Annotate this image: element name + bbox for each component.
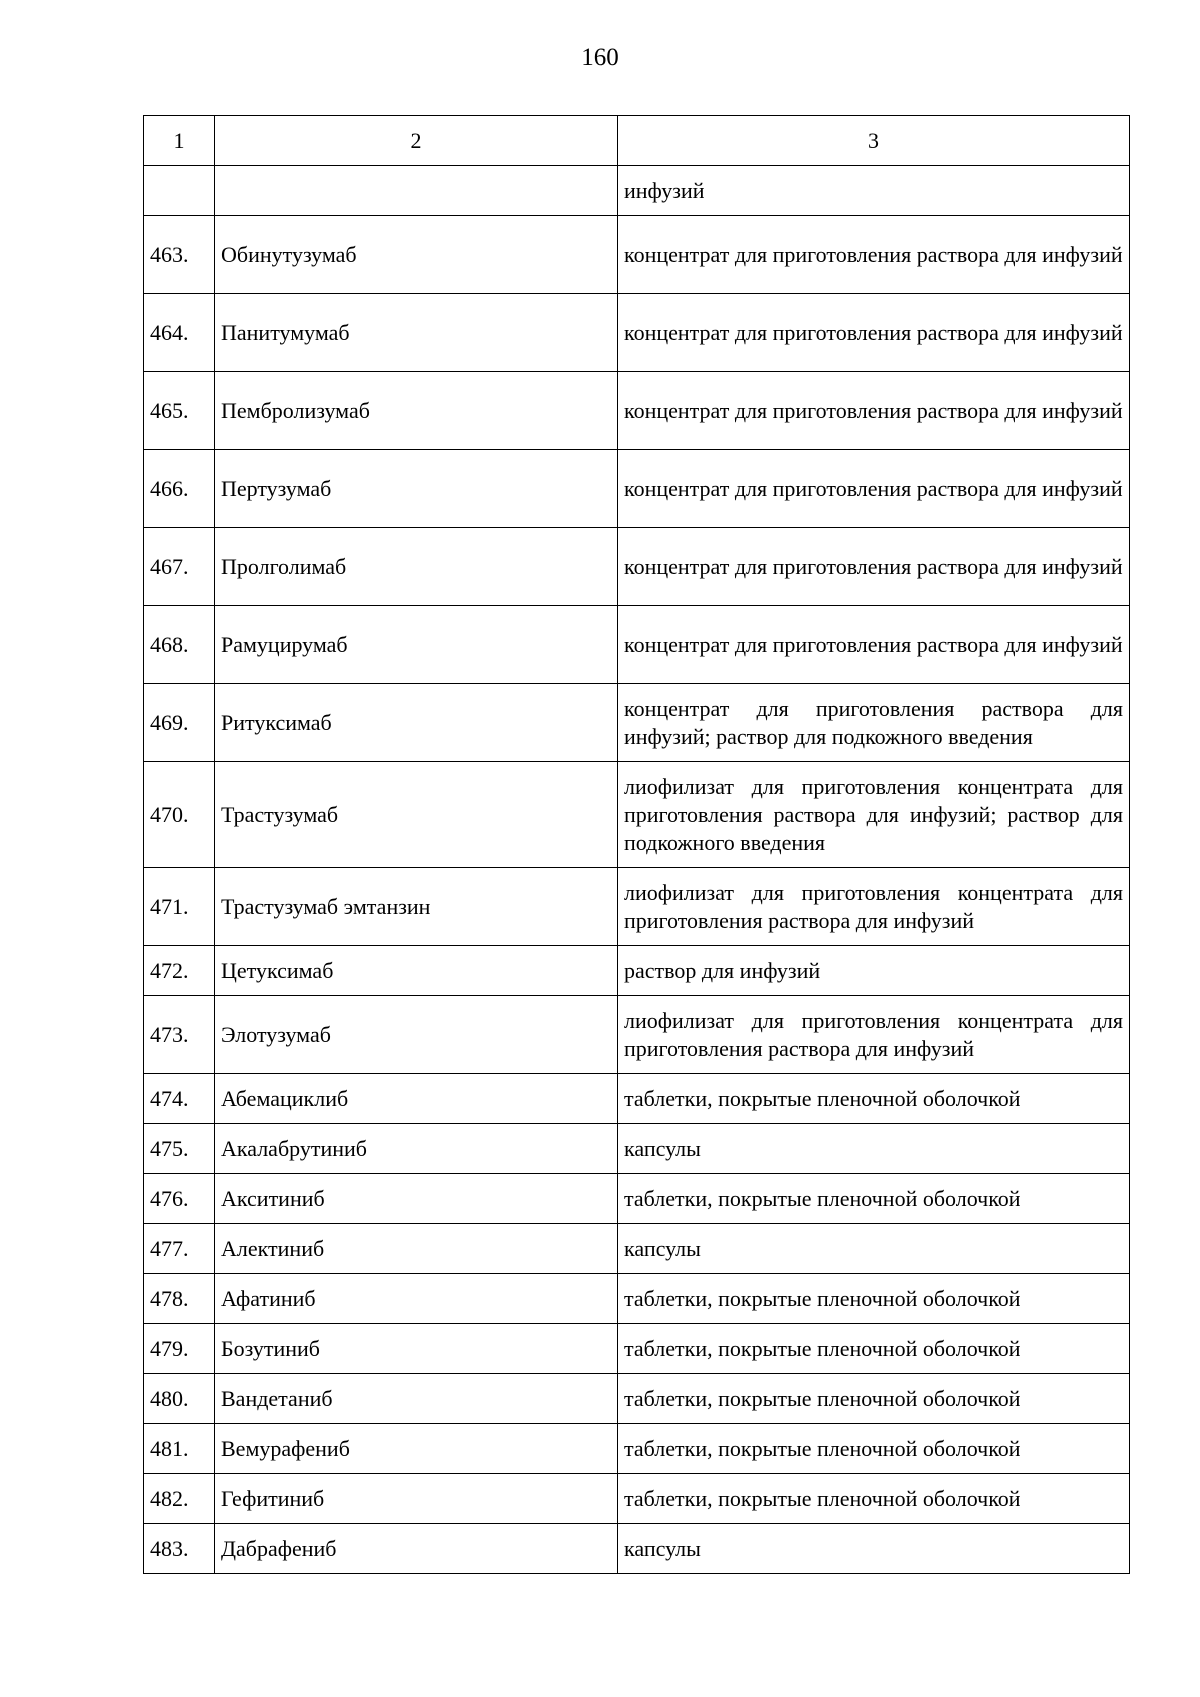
row-number: 482. [144,1474,215,1524]
dosage-form: таблетки, покрытые пленочной оболочкой [618,1374,1130,1424]
drug-table [143,115,1130,1574]
table-header-row [144,116,1130,166]
table-row [144,1374,1130,1424]
drug-name: Бозутиниб [215,1324,618,1374]
drug-name: Вандетаниб [215,1374,618,1424]
table-row [144,1174,1130,1224]
drug-name: Абемациклиб [215,1074,618,1124]
drug-name: Акалабрутиниб [215,1124,618,1174]
row-number: 476. [144,1174,215,1224]
row-number: 470. [144,762,215,868]
row-number: 469. [144,684,215,762]
header-col-3: 3 [618,116,1130,166]
dosage-form: капсулы [618,1124,1130,1174]
drug-name: Гефитиниб [215,1474,618,1524]
row-number: 479. [144,1324,215,1374]
dosage-form: инфузий [618,166,1130,216]
dosage-form: таблетки, покрытые пленочной оболочкой [618,1274,1130,1324]
drug-name: Элотузумаб [215,996,618,1074]
dosage-form: таблетки, покрытые пленочной оболочкой [618,1474,1130,1524]
table-row [144,1474,1130,1524]
drug-name: Пертузумаб [215,450,618,528]
table-row [144,868,1130,946]
drug-name: Дабрафениб [215,1524,618,1574]
drug-name [215,166,618,216]
dosage-form: концентрат для приготовления раствора для инфузий [618,528,1130,606]
row-number: 483. [144,1524,215,1574]
header-col-1: 1 [144,116,215,166]
drug-name: Цетуксимаб [215,946,618,996]
drug-name: Пролголимаб [215,528,618,606]
table-row [144,946,1130,996]
table-row [144,372,1130,450]
dosage-form: лиофилизат для приготовления концентрата для приготовления раствора для инфузий [618,996,1130,1074]
row-number: 481. [144,1424,215,1474]
row-number: 471. [144,868,215,946]
row-number: 478. [144,1274,215,1324]
dosage-form: таблетки, покрытые пленочной оболочкой [618,1324,1130,1374]
row-number: 463. [144,216,215,294]
row-number: 467. [144,528,215,606]
dosage-form: концентрат для приготовления раствора для инфузий; раствор для подкожного введения [618,684,1130,762]
row-number: 465. [144,372,215,450]
drug-name: Трастузумаб эмтанзин [215,868,618,946]
row-number [144,166,215,216]
header-col-2: 2 [215,116,618,166]
table-row [144,1524,1130,1574]
drug-name: Вемурафениб [215,1424,618,1474]
dosage-form: капсулы [618,1224,1130,1274]
row-number: 466. [144,450,215,528]
dosage-form: капсулы [618,1524,1130,1574]
row-number: 475. [144,1124,215,1174]
table-row [144,1424,1130,1474]
table-row [144,528,1130,606]
table-row [144,1274,1130,1324]
dosage-form: таблетки, покрытые пленочной оболочкой [618,1074,1130,1124]
dosage-form: концентрат для приготовления раствора для инфузий [618,450,1130,528]
row-number: 477. [144,1224,215,1274]
drug-name: Алектиниб [215,1224,618,1274]
drug-name: Афатиниб [215,1274,618,1324]
table-row [144,1324,1130,1374]
dosage-form: таблетки, покрытые пленочной оболочкой [618,1424,1130,1474]
row-number: 473. [144,996,215,1074]
table-row [144,216,1130,294]
dosage-form: концентрат для приготовления раствора для инфузий [618,216,1130,294]
continuation-row [144,166,1130,216]
table-row [144,1074,1130,1124]
row-number: 464. [144,294,215,372]
dosage-form: концентрат для приготовления раствора для инфузий [618,372,1130,450]
row-number: 472. [144,946,215,996]
table-row [144,996,1130,1074]
table-row [144,294,1130,372]
drug-name: Рамуцирумаб [215,606,618,684]
page-number: 160 [581,44,619,71]
dosage-form: лиофилизат для приготовления концентрата для приготовления раствора для инфузий [618,868,1130,946]
table-row [144,450,1130,528]
row-number: 474. [144,1074,215,1124]
drug-name: Трастузумаб [215,762,618,868]
drug-name: Панитумумаб [215,294,618,372]
dosage-form: концентрат для приготовления раствора для инфузий [618,606,1130,684]
table-row [144,762,1130,868]
table-row [144,1224,1130,1274]
drug-name: Обинутузумаб [215,216,618,294]
table-row [144,606,1130,684]
dosage-form: раствор для инфузий [618,946,1130,996]
drug-name: Пембролизумаб [215,372,618,450]
dosage-form: таблетки, покрытые пленочной оболочкой [618,1174,1130,1224]
dosage-form: лиофилизат для приготовления концентрата для приготовления раствора для инфузий; раствор для подкожного введения [618,762,1130,868]
drug-name: Акситиниб [215,1174,618,1224]
dosage-form: концентрат для приготовления раствора для инфузий [618,294,1130,372]
row-number: 480. [144,1374,215,1424]
table-row [144,1124,1130,1174]
drug-name: Ритуксимаб [215,684,618,762]
row-number: 468. [144,606,215,684]
table-row [144,684,1130,762]
